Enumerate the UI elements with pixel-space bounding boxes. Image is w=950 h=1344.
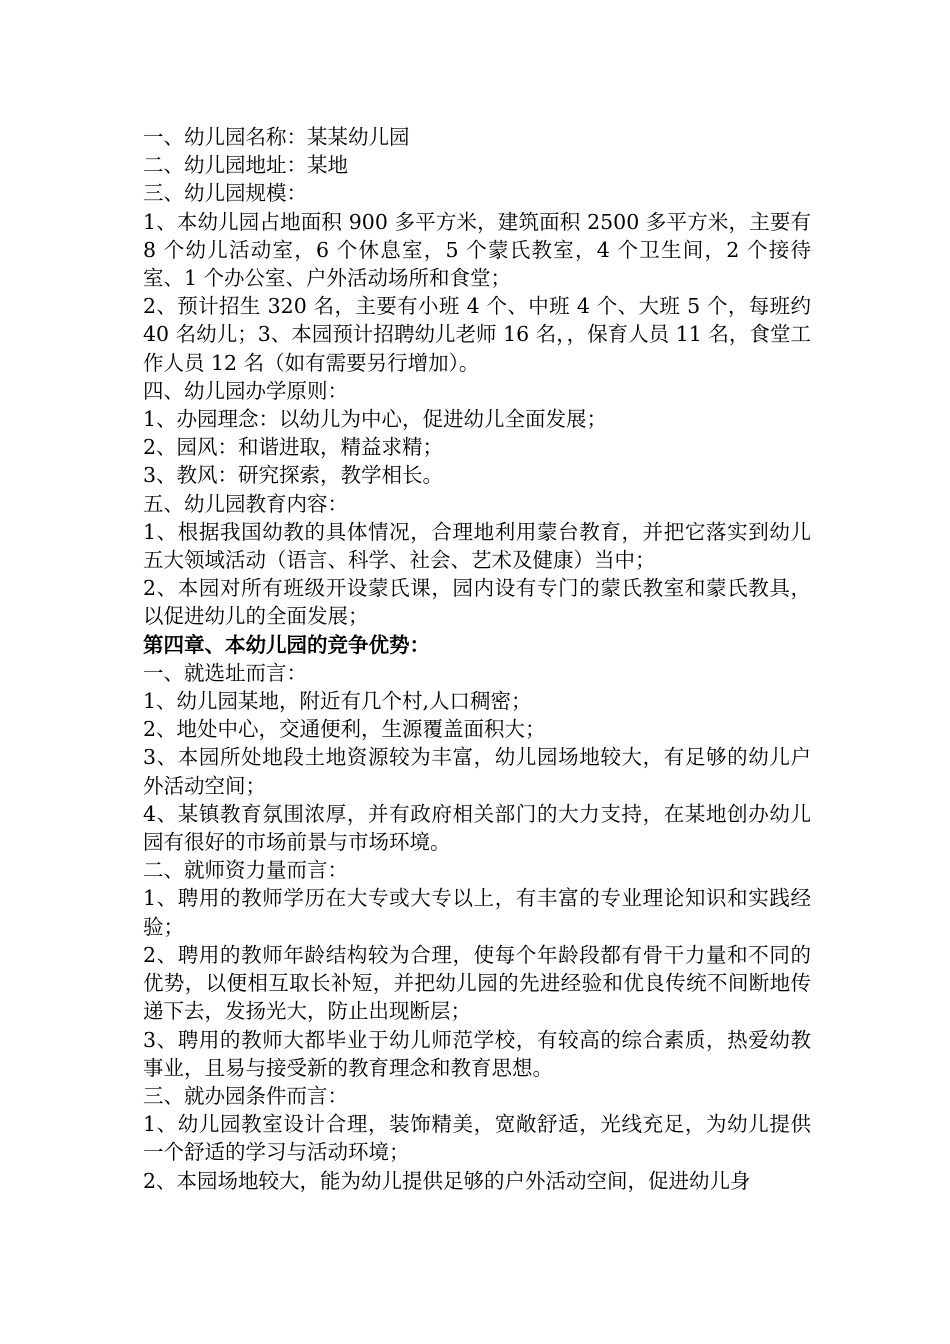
paragraph-education-montessori: 1、根据我国幼教的具体情况，合理地利用蒙台教育，并把它落实到幼儿五大领域活动（语言、科学、社会、艺术及健康）当中；	[143, 519, 811, 573]
paragraph-principle-style: 2、园风：和谐进取，精益求精；	[143, 435, 444, 460]
paragraph-education-classes: 2、本园对所有班级开设蒙氏课，园内设有专门的蒙氏教室和蒙氏教具，以促进幼儿的全面发展；	[143, 576, 811, 629]
paragraph-scale-area: 1、本幼儿园占地面积 900 多平方米，建筑面积 2500 多平方米，主要有 8 个幼儿活动室，6 个休息室，5 个蒙氏教室，4 个卫生间，2 个接待室、1 个办公室、户外活动场所和食堂；	[143, 209, 811, 291]
heading-location: 一、就选址而言：	[143, 660, 307, 685]
heading-principles: 四、幼儿园办学原则：	[143, 378, 348, 403]
document-body	[143, 123, 811, 1195]
paragraph-conditions-2: 2、本园场地较大，能为幼儿提供足够的户外活动空间，促进幼儿身	[143, 1168, 751, 1193]
paragraph-scale-enrollment: 2、预计招生 320 名，主要有小班 4 个、中班 4 个、大班 5 个，每班约 40 名幼儿；3、本园预计招聘幼儿老师 16 名，，保育人员 11 名，食堂工作人员 12 名（如有需要另行增加）。	[143, 294, 811, 375]
paragraph-location-2: 2、地处中心，交通便利，生源覆盖面积大；	[143, 717, 546, 742]
heading-kindergarten-name: 一、幼儿园名称：某某幼儿园	[143, 125, 410, 149]
paragraph-location-1: 1、幼儿园某地，附近有几个村,人口稠密；	[143, 689, 532, 714]
heading-teachers: 二、就师资力量而言：	[143, 858, 348, 883]
heading-education-content: 五、幼儿园教育内容：	[143, 491, 348, 516]
paragraph-location-4: 4、某镇教育氛围浓厚，并有政府相关部门的大力支持，在某地创办幼儿园有很好的市场前景与市场环境。	[143, 801, 811, 855]
paragraph-principle-philosophy: 1、办园理念：以幼儿为中心，促进幼儿全面发展；	[143, 407, 608, 432]
heading-kindergarten-address: 二、幼儿园地址：某地	[143, 153, 348, 178]
heading-kindergarten-scale: 三、幼儿园规模：	[143, 181, 307, 206]
heading-conditions: 三、就办园条件而言：	[143, 1083, 348, 1108]
paragraph-teachers-3: 3、聘用的教师大都毕业于幼儿师范学校，有较高的综合素质，热爱幼教事业，且易与接受新的教育理念和教育思想。	[143, 1027, 811, 1080]
paragraph-principle-teaching: 3、教风：研究探索，教学相长。	[143, 463, 444, 488]
paragraph-location-3: 3、本园所处地段土地资源较为丰富，幼儿园场地较大，有足够的幼儿户外活动空间；	[143, 745, 811, 798]
paragraph-conditions-1: 1、幼儿园教室设计合理，装饰精美，宽敞舒适，光线充足，为幼儿提供一个舒适的学习与活动环境；	[143, 1112, 811, 1165]
paragraph-teachers-1: 1、聘用的教师学历在大专或大专以上，有丰富的专业理论知识和实践经验；	[143, 886, 811, 939]
paragraph-teachers-2: 2、聘用的教师年龄结构较为合理，使每个年龄段都有骨干力量和不同的优势，以便相互取长补短，并把幼儿园的先进经验和优良传统不间断地传递下去，发扬光大，防止出现断层；	[143, 942, 811, 1024]
chapter-heading: 第四章、本幼儿园的竞争优势：	[143, 632, 430, 657]
